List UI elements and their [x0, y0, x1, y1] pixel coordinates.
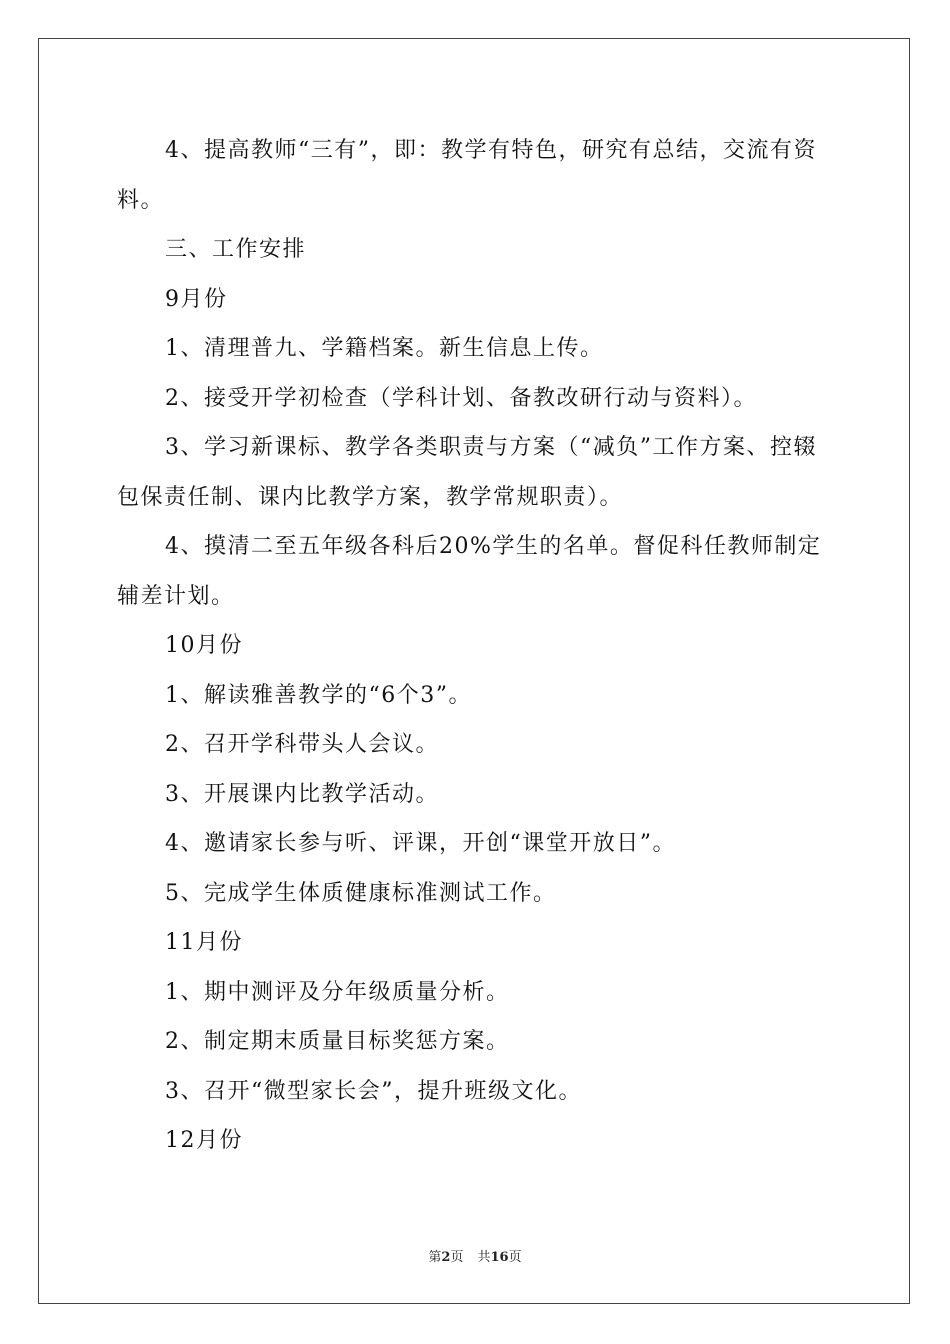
- month-heading: 10月份: [165, 633, 243, 658]
- list-item: 1、清理普九、学籍档案。新生信息上传。: [165, 336, 604, 361]
- page-suffix: 页: [450, 1250, 464, 1265]
- month-heading: 11月份: [165, 930, 243, 955]
- page-number: 2: [441, 1250, 451, 1265]
- list-item: 4、摸清二至五年级各科后20%学生的名单。督促科任教师制定辅差计划。: [117, 534, 822, 609]
- list-item: 3、学习新课标、教学各类职责与方案（“减负”工作方案、控辍包保责任制、课内比教学方案，教学常规职责）。: [117, 435, 817, 510]
- list-item: 2、接受开学初检查（学科计划、备教改研行动与资料）。: [165, 385, 757, 411]
- list-item: 1、解读雅善教学的“6个3”。: [165, 682, 472, 708]
- total-suffix: 页: [508, 1250, 522, 1265]
- list-item: 4、邀请家长参与听、评课，开创“课堂开放日”。: [165, 831, 676, 856]
- document-body: [117, 126, 837, 1166]
- list-item: 1、期中测评及分年级质量分析。: [165, 979, 510, 1005]
- month-heading: 9月份: [165, 286, 228, 312]
- page-prefix: 第: [428, 1250, 442, 1265]
- list-item: 2、召开学科带头人会议。: [165, 732, 439, 757]
- section-heading: 三、工作安排: [165, 237, 307, 262]
- list-item: 3、开展课内比教学活动。: [165, 781, 439, 807]
- paragraph: 4、提高教师“三有”，即：教学有特色，研究有总结，交流有资料。: [117, 138, 817, 213]
- list-item: 5、完成学生体质健康标准测试工作。: [165, 880, 557, 906]
- total-pages: 16: [490, 1250, 509, 1265]
- month-heading: 12月份: [165, 1128, 243, 1153]
- list-item: 3、召开“微型家长会”，提升班级文化。: [165, 1078, 582, 1104]
- total-prefix: 共: [477, 1250, 491, 1265]
- list-item: 2、制定期末质量目标奖惩方案。: [165, 1029, 510, 1054]
- page-footer: [0, 1246, 950, 1265]
